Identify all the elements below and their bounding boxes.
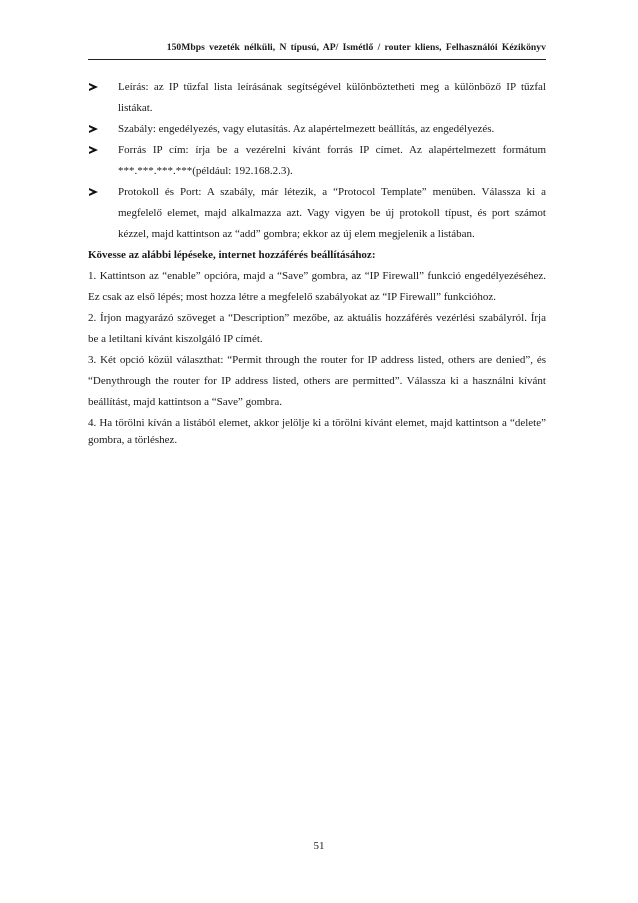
arrow-bullet-icon [89, 125, 98, 133]
bullet-item-source-ip [88, 140, 546, 182]
step-1: 1. Kattintson az “enable” opcióra, majd a “Save” gombra, az “IP Firewall” funkció engedélyezéséhez. Ez csak az első lépés; most hozza létre a megfelelő szabályokat az “IP Firewall” funkcióhoz. [88, 270, 546, 303]
step-4: 4. Ha törölni kíván a listából elemet, akkor jelölje ki a törölni kívánt elemet, majd kattintson a “delete” gombra, a törléshez. [88, 417, 546, 446]
bullet-text: Leírás: az IP tűzfal lista leírásának segítségével különböztetheti meg a különböző IP tűzfal listákat. [118, 81, 546, 114]
bullet-item-rule [88, 119, 546, 140]
bullet-item-description [88, 77, 546, 119]
arrow-bullet-icon [89, 146, 98, 154]
steps-heading: Kövesse az alábbi lépéseke, internet hozzáférés beállításához: [88, 249, 376, 261]
bullet-text: Forrás IP cím: írja be a vezérelni kívánt forrás IP címet. Az alapértelmezett formátum ***.***.***.***(például: 192.168.2.3). [118, 144, 546, 177]
page-number: 51 [313, 840, 325, 852]
running-header: 150Mbps vezeték nélküli, N típusú, AP/ Ismétlő / router kliens, Felhasználói Kézikönyv [166, 42, 546, 53]
step-2: 2. Írjon magyarázó szöveget a “Description” mezőbe, az aktuális hozzáférés vezérlési szabályról. Írja be a letiltani kívánt kiszolgáló IP címét. [88, 312, 546, 345]
arrow-bullet-icon [89, 83, 98, 91]
bullet-text: Szabály: engedélyezés, vagy elutasítás. Az alapértelmezett beállítás, az engedélyezés. [118, 123, 495, 135]
page-body [88, 77, 546, 449]
header-divider [88, 59, 546, 60]
bullet-text: Protokoll és Port: A szabály, már létezik, a “Protocol Template” menüben. Válassza ki a megfelelő elemet, majd alkalmazza azt. Vagy vigyen be új protokoll típust, és port számot kézzel, majd kattintson az “add” gombra; ekkor az új elem megjelenik a listában. [118, 186, 546, 240]
arrow-bullet-icon [89, 188, 98, 196]
bullet-item-protocol-port [88, 182, 546, 245]
step-3: 3. Két opció közül választhat: “Permit through the router for IP address listed, others are denied”, és “Denythrough the router for IP address listed, others are permitted”. Válassza ki a használni kívánt beállítást, majd kattintson a “Save” gombra. [88, 354, 546, 408]
